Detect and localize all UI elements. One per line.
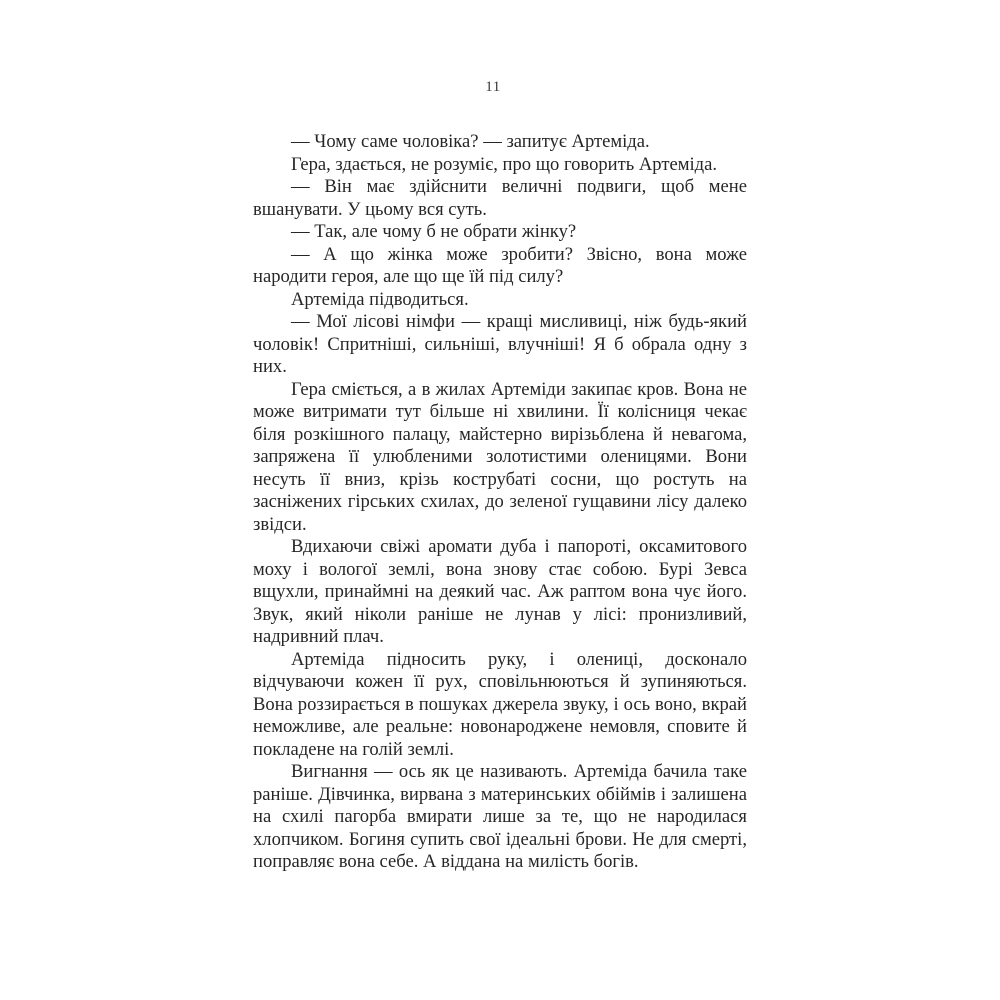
paragraph: Вдихаючи свіжі аромати дуба і папороті, оксамитового моху і вологої землі, вона знову стає собою. Бурі Зевса вщухли, принаймні на деякий час. Аж раптом вона чує його. Звук, який ніколи раніше не лунав у лісі: пронизливий, надривний плач. — [253, 536, 747, 647]
paragraph: — Так, але чому б не обрати жінку? — [291, 221, 577, 242]
paragraph: — А що жінка може зробити? Звісно, вона може народити героя, але що ще їй під силу? — [253, 243, 747, 287]
paragraph: Артеміда підносить руку, і олениці, досконало відчуваючи кожен її рух, сповільнюються й зупиняються. Вона роззирається в пошуках джерела звуку, і ось воно, вкрай неможливе, але реальне: новонароджене немовля, сповите й покладене на голій землі. — [253, 648, 747, 760]
body-text — [253, 131, 747, 874]
paragraph: — Чому саме чоловіка? — запитує Артеміда. — [291, 131, 650, 152]
paragraph: Артеміда підводиться. — [291, 288, 469, 310]
paragraph: Вигнання — ось як це називають. Артеміда бачила таке раніше. Дівчинка, вирвана з материнських обіймів і залишена на схилі пагорба вмирати лише за те, що не народилася хлопчиком. Богиня супить свої ідеальні брови. Не для смерті, поправляє вона себе. А віддана на милість богів. — [253, 761, 747, 872]
page-number: 11 — [485, 79, 501, 95]
paragraph: — Він має здійснити величні подвиги, щоб мене вшанувати. У цьому вся суть. — [253, 176, 747, 220]
paragraph: — Мої лісові німфи — кращі мисливиці, ніж будь-який чоловік! Спритніші, сильніші, влучніші! Я б обрала одну з них. — [253, 311, 747, 377]
paragraph: Гера сміється, а в жилах Артеміди закипає кров. Вона не може витримати тут більше ні хвилини. Її колісниця чекає біля розкішного палацу, майстерно вирізьблена й невагома, запряжена її улюбленими золотистими оленицями. Вони несуть її вниз, крізь кострубаті сосни, що ростуть на засніжених гірських схилах, до зеленої гущавини лісу далеко звідси. — [253, 378, 747, 535]
paragraph: Гера, здається, не розуміє, про що говорить Артеміда. — [291, 153, 718, 175]
